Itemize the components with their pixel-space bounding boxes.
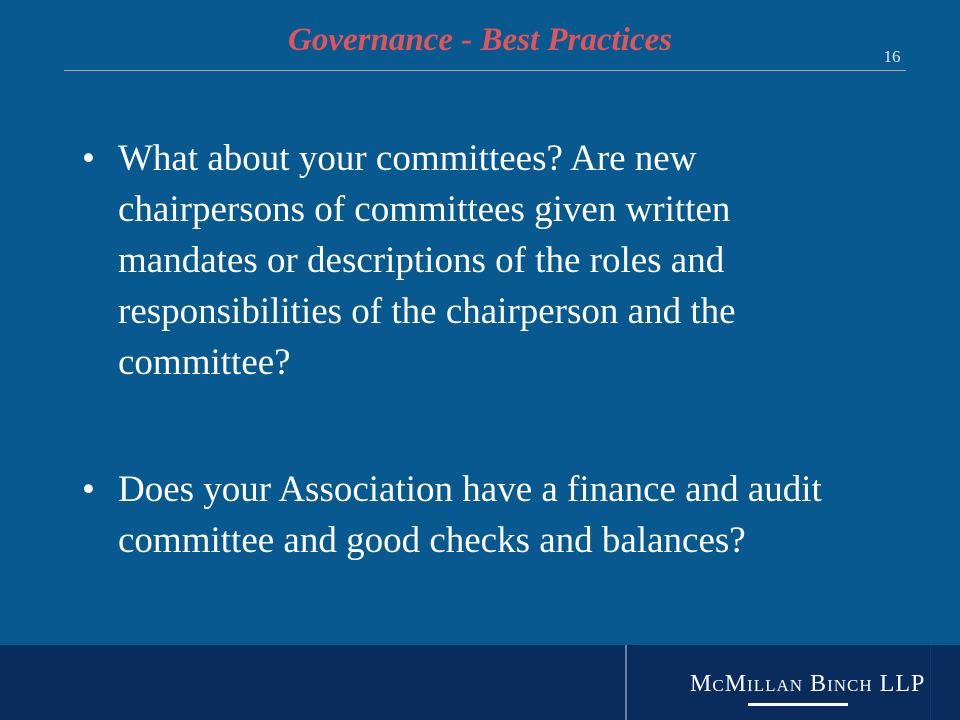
bullet-icon: • [82,469,95,510]
bullet-item-committees [82,133,862,388]
bullet-icon: • [82,138,95,179]
logo-text: MCMILLAN BINCH LLP [690,671,926,697]
footer-bar [0,645,960,720]
logo-underline [748,703,848,706]
bullet-text: Does your Association have a finance and audit committee and good checks and balances? [118,469,822,561]
page-number: 16 [883,47,901,66]
bullet-item-finance [82,464,862,566]
footer-divider [625,645,627,720]
title-divider [64,70,906,71]
bullet-text: What about your committees? Are new chairpersons of committees given written mandates or descriptions of the roles and responsibilities of the chairperson and the committee? [118,138,736,383]
company-logo [690,671,925,698]
slide-title: Governance - Best Practices [288,22,672,58]
footer-edge-line [930,645,931,720]
bullet-list [82,133,862,566]
